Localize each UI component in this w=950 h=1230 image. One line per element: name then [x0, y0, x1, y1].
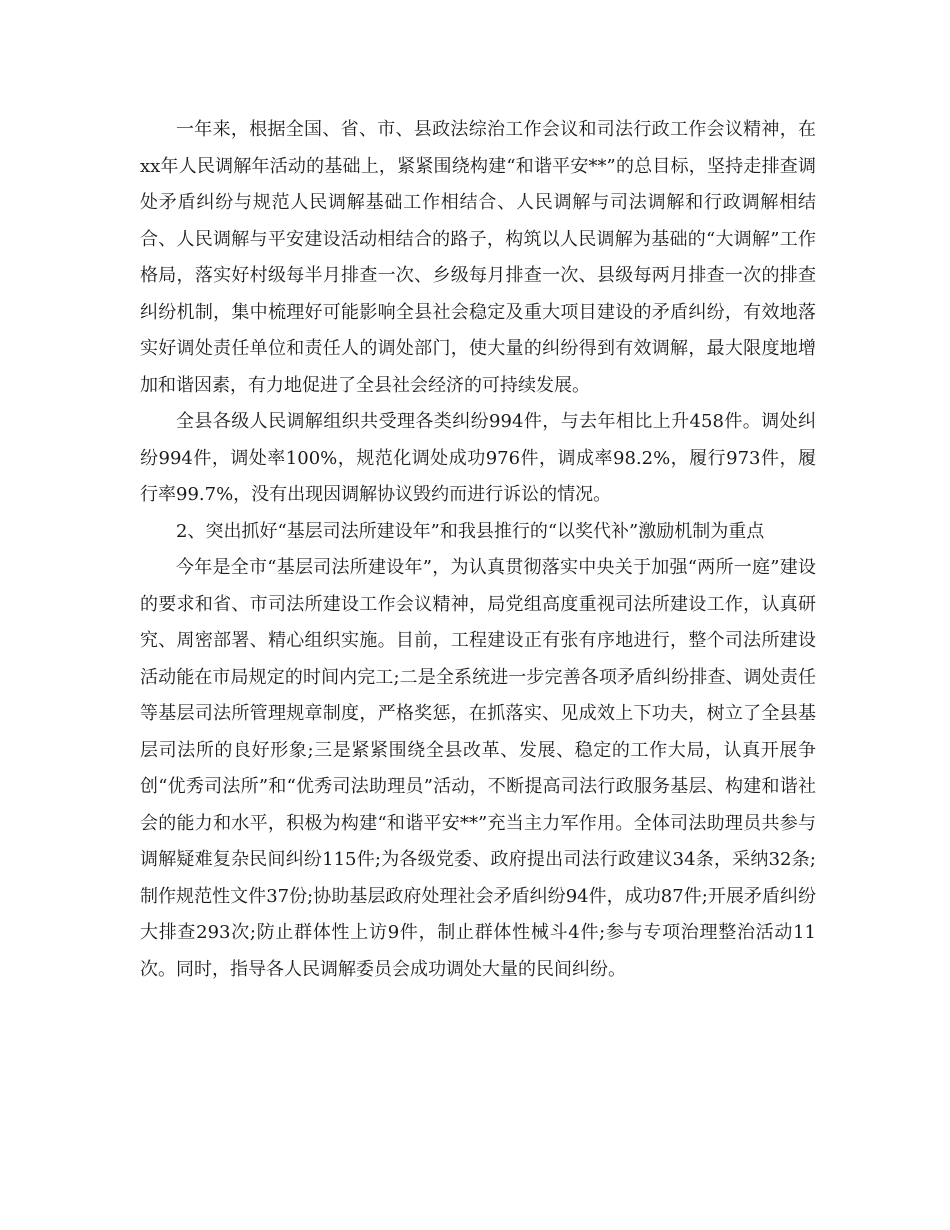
document-body: [140, 112, 816, 988]
paragraph-judicial-office: 今年是全市“基层司法所建设年”，为认真贯彻落实中央关于加强“两所一庭”建设的要求和省、市司法所建设工作会议精神，局党组高度重视司法所建设工作，认真研究、周密部署、精心组织实施。目前，工程建设正有张有序地进行，整个司法所建设活动能在市局规定的时间内完工;二是全系统进一步完善各项矛盾纠纷排查、调处责任等基层司法所管理规章制度，严格奖惩，在抓落实、见成效上下功夫，树立了全县基层司法所的良好形象;三是紧紧围绕全县改革、发展、稳定的工作大局，认真开展争创“优秀司法所”和“优秀司法助理员”活动，不断提高司法行政服务基层、构建和谐社会的能力和水平，积极为构建“和谐平安**”充当主力军作用。全体司法助理员共参与调解疑难复杂民间纠纷115件;为各级党委、政府提出司法行政建议34条，采纳32条;制作规范性文件37份;协助基层政府处理社会矛盾纠纷94件，成功87件;开展矛盾纠纷大排查293次;防止群体性上访9件，制止群体性械斗4件;参与专项治理整治活动11次。同时，指导各人民调解委员会成功调处大量的民间纠纷。: [140, 557, 816, 980]
paragraph-intro: 一年来，根据全国、省、市、县政法综治工作会议和司法行政工作会议精神，在xx年人民调解年活动的基础上，紧紧围绕构建“和谐平安**”的总目标，坚持走排查调处矛盾纠纷与规范人民调解基础工作相结合、人民调解与司法调解和行政调解相结合、人民调解与平安建设活动相结合的路子，构筑以人民调解为基础的“大调解”工作格局，落实好村级每半月排查一次、乡级每月排查一次、县级每两月排查一次的排查纠纷机制，集中梳理好可能影响全县社会稳定及重大项目建设的矛盾纠纷，有效地落实好调处责任单位和责任人的调处部门，使大量的纠纷得到有效调解，最大限度地增加和谐因素，有力地促进了全县社会经济的可持续发展。: [140, 119, 816, 396]
paragraph-statistics: 全县各级人民调解组织共受理各类纠纷994件，与去年相比上升458件。调处纠纷994件，调处率100%，规范化调处成功976件，调成率98.2%，履行973件，履行率99.7%，没有出现因调解协议毁约而进行诉讼的情况。: [140, 411, 816, 505]
section-heading: 2、突出抓好“基层司法所建设年”和我县推行的“以奖代补”激励机制为重点: [176, 520, 765, 542]
